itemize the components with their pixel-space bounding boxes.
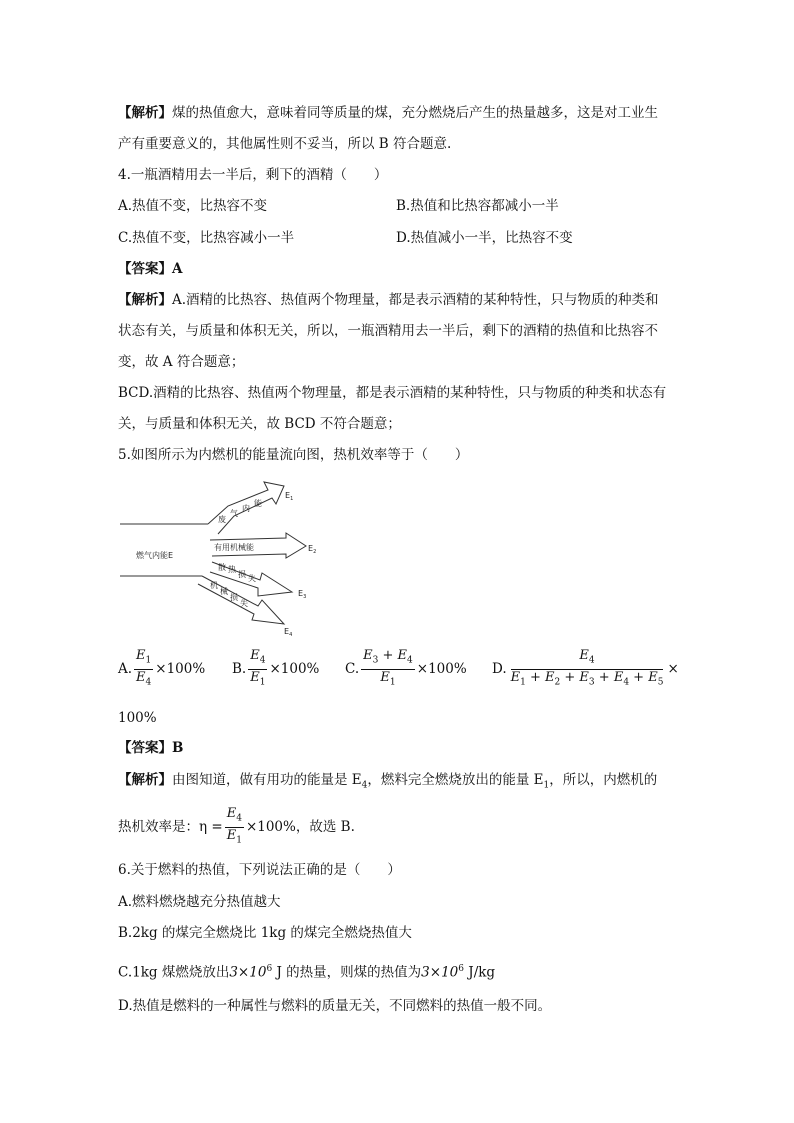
answer-line: 【答案】B — [118, 740, 184, 756]
heat-char: 散 — [218, 563, 226, 572]
explanation-tag: 【解析】 — [118, 772, 172, 788]
option-d: D.热值减小一半，比热容不变 — [396, 230, 573, 246]
option-a: A.燃料燃烧越充分热值越大 — [118, 894, 281, 910]
question-stem: 6.关于燃料的热值，下列说法正确的是（ ） — [118, 862, 401, 878]
source-label: 燃气内能E — [136, 551, 174, 560]
exhaust-char: 废 — [218, 515, 226, 524]
text: A.酒精的比热容、热值两个物理量，都是表示酒精的某种特性，只与物质的种类和 — [172, 292, 659, 308]
explanation-line: 关，与质量和体积无关，故 BCD 不符合题意； — [118, 416, 401, 432]
exhaust-char: 内 — [242, 504, 250, 513]
answer-line: 【答案】A — [118, 261, 183, 277]
explanation-line — [118, 290, 659, 310]
option-b: B. $\frac{E_4}{E_1}$ ×100% — [232, 648, 320, 688]
option-d: D.热值是燃料的一种属性与燃料的质量无关，不同燃料的热值一般不同。 — [118, 998, 552, 1014]
option-c: C.热值不变，比热容减小一半 — [118, 230, 295, 246]
explanation-tag: 【解析】 — [118, 105, 172, 121]
heat-char: 损 — [238, 570, 246, 579]
option-b: B.热值和比热容都减小一半 — [396, 198, 559, 214]
explanation-line: 产有重要意义的，其他属性则不妥当，所以 B 符合题意. — [118, 136, 452, 152]
option-a: A.热值不变，比热容不变 — [118, 198, 268, 214]
explanation-line: 状态有关，与质量和体积无关，所以，一瓶酒精用去一半后，剩下的酒精的热值和比热容不 — [118, 323, 658, 339]
useful-label: 有用机械能 — [214, 543, 254, 552]
heat-char: 失 — [248, 574, 256, 583]
option-c: C. $\frac{E_3 + E_4}{E_1}$ ×100% — [345, 648, 467, 688]
explanation-line — [118, 103, 658, 123]
explanation-formula-line: 热机效率是：η = $\frac{E_4}{E_1}$ ×100% ，故选 B. — [118, 806, 355, 846]
label-e1: $E_1$ — [285, 491, 294, 502]
mech-char: 损 — [230, 593, 238, 602]
mech-char: 失 — [240, 599, 248, 608]
mech-char: 械 — [220, 587, 228, 596]
question-stem: 4.一瓶酒精用去一半后，剩下的酒精（ ） — [118, 167, 388, 183]
question-stem: 5.如图所示为内燃机的能量流向图，热机效率等于（ ） — [118, 447, 469, 463]
option-d: D. $\frac{E_4}{E_1 + E_2 + E_3 + E_4 + E_5}$ × — [492, 648, 679, 688]
option-d-continued: 100% — [118, 710, 157, 726]
label-e3: $E_3$ — [298, 589, 307, 600]
heat-char: 热 — [228, 565, 236, 574]
option-c: C.1kg 煤燃烧放出$3\times 10^6$ J 的热量，则煤的热值为$3\times 10^6$ J/kg — [118, 964, 496, 981]
explanation-tag: 【解析】 — [118, 292, 172, 308]
explanation-line: BCD.酒精的比热容、热值两个物理量，都是表示酒精的某种特性，只与物质的种类和状态有 — [118, 385, 667, 401]
option-b: B.2kg 的煤完全燃烧比 1kg 的煤完全燃烧热值大 — [118, 925, 412, 941]
exhaust-char: 气 — [230, 509, 238, 518]
energy-flow-diagram — [118, 476, 328, 636]
label-e4: $E_4$ — [284, 627, 293, 636]
text: 煤的热值愈大，意味着同等质量的煤，充分燃烧后产生的热量越多，这是对工业生 — [172, 105, 658, 121]
explanation-line: 变，故 A 符合题意； — [118, 354, 245, 370]
mech-char: 机 — [210, 581, 218, 590]
exhaust-char: 能 — [254, 499, 262, 508]
option-a: A. $\frac{E_1}{E_4}$ ×100% — [118, 648, 206, 688]
explanation-line: 【解析】由图知道，做有用功的能量是 $E_4$，燃料完全燃烧放出的能量 $E_1$，所以，内燃机的 — [118, 772, 658, 791]
label-e2: $E_2$ — [308, 544, 317, 555]
